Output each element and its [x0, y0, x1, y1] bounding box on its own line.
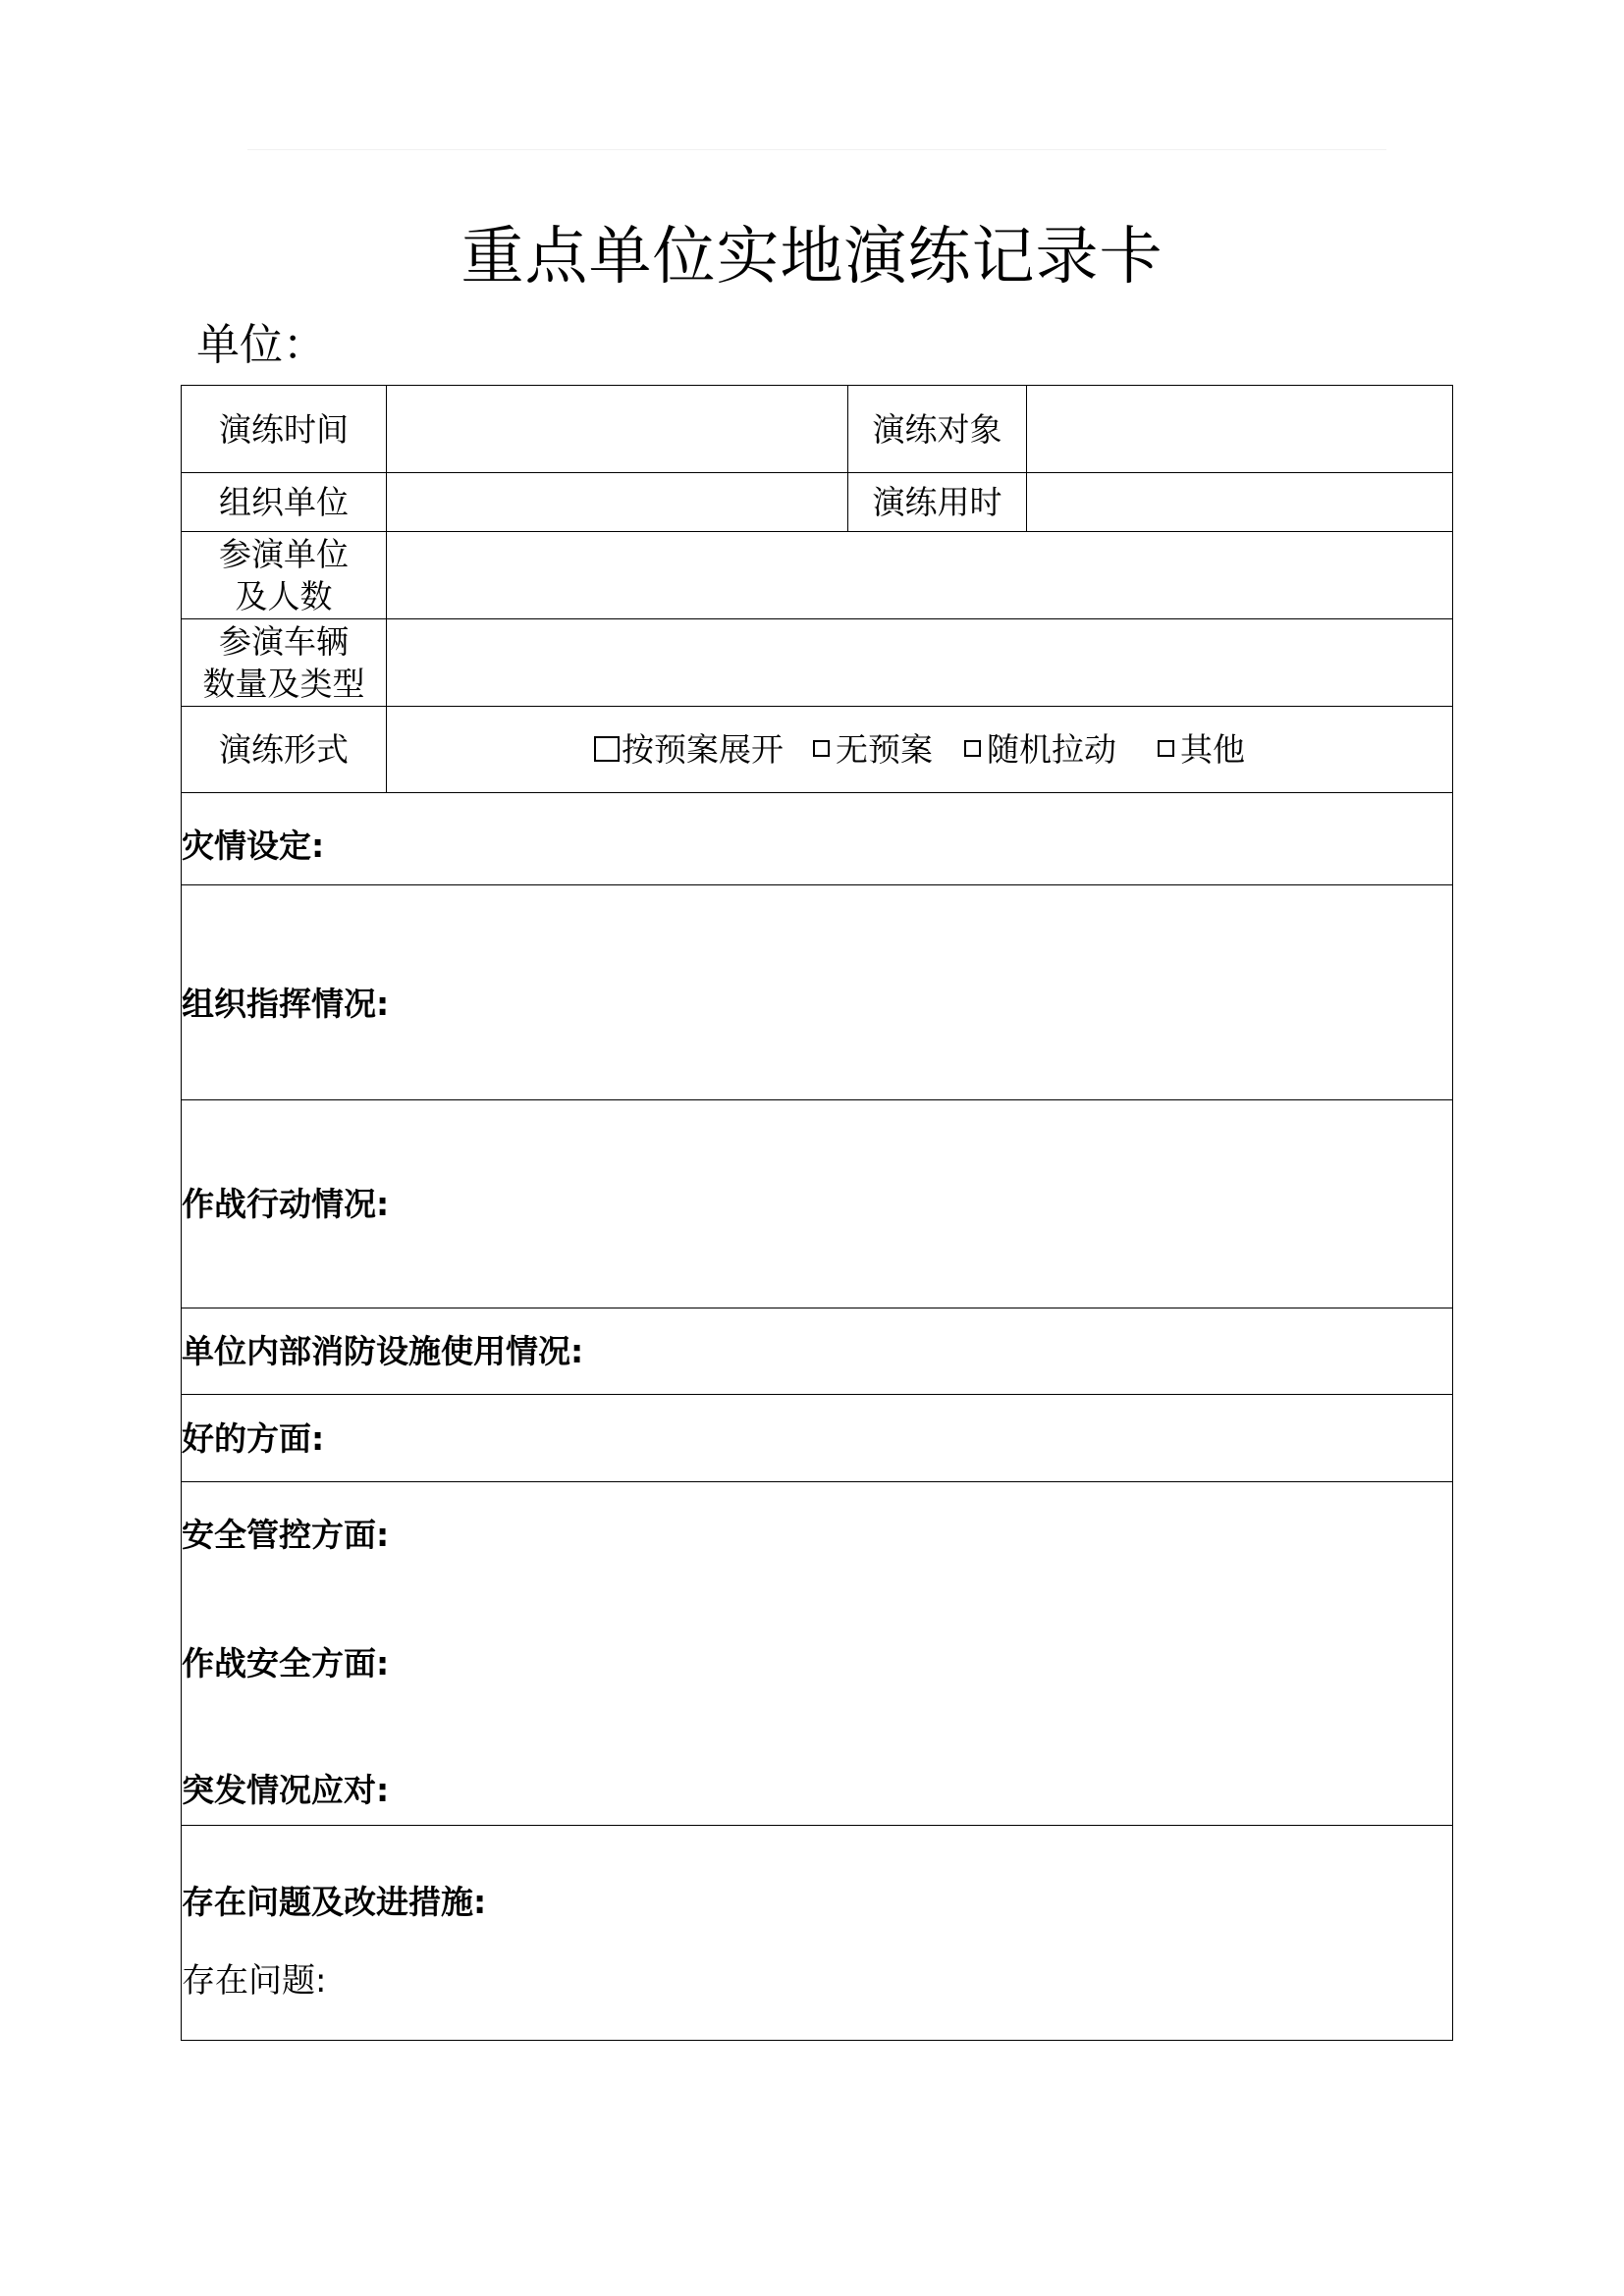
page-title: 重点单位实地演练记录卡 — [460, 221, 1164, 294]
combat-safety-heading: 作战安全方面: — [182, 1644, 390, 1682]
row-disaster-setting — [182, 793, 1453, 885]
disaster-setting-cell[interactable] — [182, 793, 1453, 885]
issues-subheading: 存在问题: — [182, 1961, 327, 2001]
option-other-label: 其他 — [1180, 730, 1245, 769]
participants-label-line2: 及人数 — [235, 577, 333, 615]
issues-heading: 存在问题及改进措施: — [182, 1883, 487, 1921]
checkbox-icon[interactable] — [1158, 740, 1174, 757]
option-follow-plan-label: 按预案展开 — [622, 730, 784, 769]
drill-form-options — [387, 707, 1453, 793]
drill-form-label: 演练形式 — [182, 707, 387, 793]
duration-field[interactable] — [1027, 473, 1453, 532]
option-random-call-label: 随机拉动 — [987, 730, 1116, 769]
command-cell[interactable] — [182, 885, 1453, 1100]
checkbox-icon[interactable] — [964, 740, 981, 757]
row-good-aspects — [182, 1395, 1453, 1482]
organizer-label: 组织单位 — [182, 473, 387, 532]
unit-label: 单位： — [196, 320, 326, 370]
safety-control-heading: 安全管控方面: — [182, 1516, 390, 1554]
row-drill-form — [182, 707, 1453, 793]
option-random-call[interactable] — [964, 728, 1116, 771]
disaster-setting-heading: 灾情设定: — [182, 827, 325, 865]
command-heading: 组织指挥情况: — [182, 984, 390, 1023]
participants-label-line1: 参演单位 — [219, 535, 349, 573]
vehicles-label-line1: 参演车辆 — [219, 622, 349, 661]
option-follow-plan[interactable] — [594, 728, 784, 771]
row-participants — [182, 532, 1453, 619]
drill-time-field[interactable] — [387, 386, 848, 473]
operations-heading: 作战行动情况: — [182, 1185, 390, 1223]
checkbox-icon[interactable] — [813, 740, 830, 757]
header-rule — [247, 149, 1386, 150]
row-issues — [182, 1826, 1453, 2041]
option-other[interactable] — [1158, 728, 1245, 771]
drill-time-label: 演练时间 — [182, 386, 387, 473]
facilities-cell[interactable] — [182, 1308, 1453, 1395]
organizer-field[interactable] — [387, 473, 848, 532]
vehicles-field[interactable] — [387, 619, 1453, 707]
record-table — [181, 385, 1453, 2041]
facilities-heading: 单位内部消防设施使用情况: — [182, 1332, 584, 1370]
operations-cell[interactable] — [182, 1100, 1453, 1308]
good-aspects-heading: 好的方面: — [182, 1418, 325, 1458]
drill-target-field[interactable] — [1027, 386, 1453, 473]
option-no-plan[interactable] — [813, 728, 933, 771]
row-facilities — [182, 1308, 1453, 1395]
duration-label: 演练用时 — [848, 473, 1027, 532]
vehicles-label-line2: 数量及类型 — [202, 665, 365, 703]
checkbox-icon[interactable] — [594, 736, 620, 762]
safety-cell[interactable] — [182, 1482, 1453, 1826]
participants-label — [182, 532, 387, 619]
participants-field[interactable] — [387, 532, 1453, 619]
row-safety — [182, 1482, 1453, 1826]
row-drill-time — [182, 386, 1453, 473]
row-operations — [182, 1100, 1453, 1308]
issues-cell[interactable] — [182, 1826, 1453, 2041]
row-command — [182, 885, 1453, 1100]
row-vehicles — [182, 619, 1453, 707]
good-aspects-cell[interactable] — [182, 1395, 1453, 1482]
row-organizer — [182, 473, 1453, 532]
drill-target-label: 演练对象 — [848, 386, 1027, 473]
option-no-plan-label: 无预案 — [836, 730, 933, 769]
emergency-heading: 突发情况应对: — [182, 1771, 390, 1809]
vehicles-label — [182, 619, 387, 707]
